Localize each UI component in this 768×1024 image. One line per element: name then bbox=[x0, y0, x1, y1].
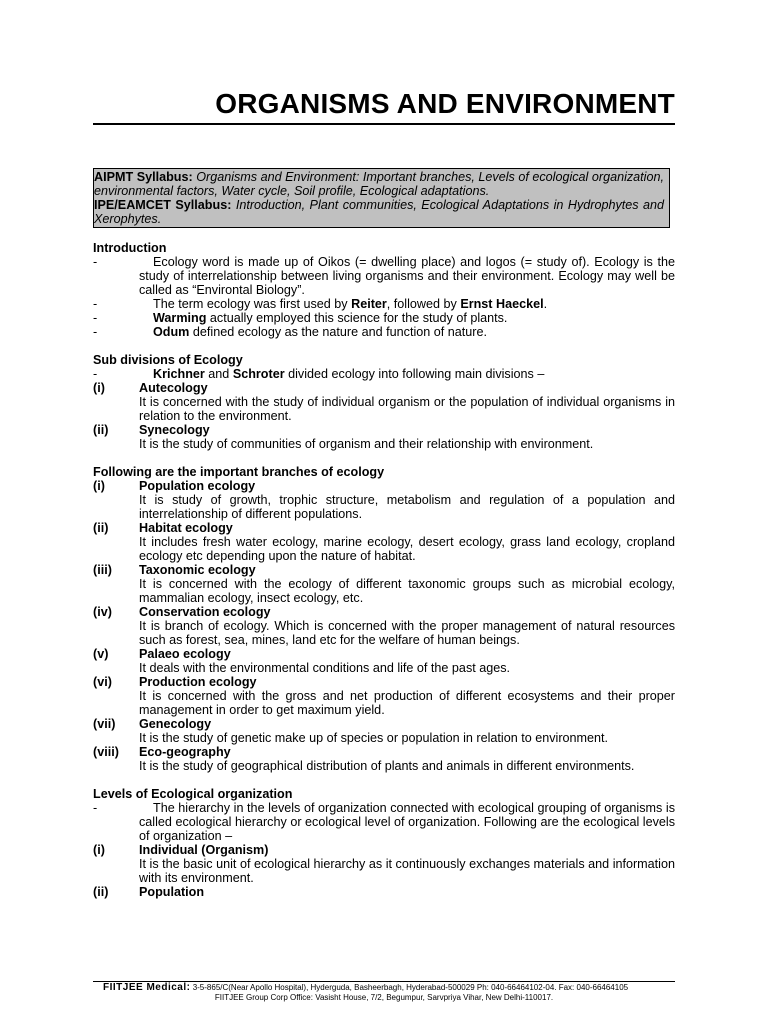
footer-address-line bbox=[93, 982, 675, 993]
aipmt-text: Organisms and Environment: Important branches, Levels of ecological organization, environmental factors, Water cycle, Soil profile, Ecological adaptations. bbox=[94, 170, 664, 198]
item-description: It is concerned with the gross and net production of different ecosystems and their proper management in order to get maximum yield. bbox=[139, 689, 675, 717]
reiter-bold: Reiter bbox=[351, 297, 387, 311]
intro-bullet-2: - The term ecology was first used by Reiter, followed by Ernst Haeckel. bbox=[93, 297, 548, 311]
intro-bullet-2-mid: , followed by bbox=[386, 297, 461, 311]
intro-bullet-3-text: actually employed this science for the study of plants. bbox=[206, 311, 508, 325]
list-item bbox=[93, 381, 675, 395]
item-description: It is study of growth, trophic structure, metabolism and regulation of a population and interrelationship of different populations. bbox=[139, 493, 675, 521]
intro-bullet-2-end: . bbox=[543, 297, 548, 311]
aipmt-syllabus bbox=[94, 170, 664, 198]
item-title: Synecology bbox=[139, 423, 210, 437]
item-title: Production ecology bbox=[139, 675, 257, 689]
levels-bullet-1-text: The hierarchy in the levels of organization connected with ecological grouping of organisms is called ecological hierarchy or ecological level of organization. Following are the ecological levels of organization – bbox=[139, 801, 675, 843]
aipmt-label: AIPMT Syllabus: bbox=[94, 170, 193, 184]
list-item bbox=[93, 605, 675, 619]
intro-bullet-3: - Warming actually employed this science for the study of plants. bbox=[93, 311, 508, 325]
item-description: It is the study of genetic make up of species or population in relation to environment. bbox=[139, 731, 609, 745]
item-description: It is branch of ecology. Which is concerned with the proper management of natural resources such as forest, sea, mines, land etc for the welfare of human beings. bbox=[139, 619, 675, 647]
item-description: It is concerned with the study of individual organism or the population of individual organisms in relation to the environment. bbox=[139, 395, 675, 423]
item-number: (ii) bbox=[93, 521, 109, 535]
branches-heading: Following are the important branches of ecology bbox=[93, 465, 385, 479]
intro-bullet-2-text: The term ecology was first used by bbox=[153, 297, 352, 311]
document-body bbox=[93, 241, 675, 899]
item-title: Individual (Organism) bbox=[139, 843, 269, 857]
item-number: (ii) bbox=[93, 885, 109, 899]
list-item bbox=[93, 563, 675, 577]
page-title: ORGANISMS AND ENVIRONMENT bbox=[215, 88, 675, 119]
intro-bullet-4: - Odum defined ecology as the nature and function of nature. bbox=[93, 325, 487, 339]
ipe-text: Introduction, Plant communities, Ecological Adaptations in Hydrophytes and Xerophytes. bbox=[94, 198, 664, 226]
subdivisions-bullet-mid: and bbox=[204, 367, 233, 381]
page-footer bbox=[93, 981, 675, 1003]
syllabus-box bbox=[93, 168, 670, 228]
item-number: (i) bbox=[93, 479, 105, 493]
item-title: Taxonomic ecology bbox=[139, 563, 256, 577]
levels-heading: Levels of Ecological organization bbox=[93, 787, 293, 801]
intro-bullet-4-text: defined ecology as the nature and function of nature. bbox=[189, 325, 487, 339]
item-title: Habitat ecology bbox=[139, 521, 233, 535]
item-description: It is concerned with the ecology of different taxonomic groups such as microbial ecology, mammalian ecology, insect ecology, etc. bbox=[139, 577, 675, 605]
odum-bold: Odum bbox=[153, 325, 190, 339]
list-item bbox=[93, 647, 675, 661]
item-title: Genecology bbox=[139, 717, 212, 731]
list-item bbox=[93, 423, 675, 437]
item-number: (viii) bbox=[93, 745, 119, 759]
list-item bbox=[93, 675, 675, 689]
schroter-bold: Schroter bbox=[232, 367, 285, 381]
item-title: Population ecology bbox=[139, 479, 256, 493]
item-number: (i) bbox=[93, 843, 105, 857]
item-title: Eco-geography bbox=[139, 745, 231, 759]
ipe-label: IPE/EAMCET Syllabus: bbox=[94, 198, 232, 212]
item-description: It is the study of communities of organism and their relationship with environment. bbox=[139, 437, 594, 451]
subdivisions-bullet-1: - Krichner and Schroter divided ecology into following main divisions – bbox=[93, 367, 545, 381]
footer-address: 3-5-865/C(Near Apollo Hospital), Hyderguda, Basheerbagh, Hyderabad-500029 Ph: 040-66464102-04. Fax: 040-66464105 bbox=[190, 983, 629, 992]
item-number: (iv) bbox=[93, 605, 112, 619]
list-item bbox=[93, 479, 675, 493]
subdivisions-bullet-text: divided ecology into following main divisions – bbox=[284, 367, 545, 381]
list-item bbox=[93, 717, 675, 731]
item-description: It includes fresh water ecology, marine ecology, desert ecology, grass land ecology, cropland ecology etc depending upon the nature of habitat. bbox=[139, 535, 675, 563]
warming-bold: Warming bbox=[153, 311, 207, 325]
item-number: (v) bbox=[93, 647, 109, 661]
item-title: Population bbox=[139, 885, 205, 899]
krichner-bold: Krichner bbox=[153, 367, 205, 381]
introduction-heading: Introduction bbox=[93, 241, 167, 255]
item-description: It is the basic unit of ecological hierarchy as it continuously exchanges materials and information with its environment. bbox=[139, 857, 675, 885]
ipe-syllabus bbox=[94, 198, 664, 226]
title-underline bbox=[93, 123, 675, 125]
item-description: It deals with the environmental conditions and life of the past ages. bbox=[139, 661, 511, 675]
haeckel-bold: Ernst Haeckel bbox=[460, 297, 544, 311]
item-number: (ii) bbox=[93, 423, 109, 437]
item-title: Autecology bbox=[139, 381, 208, 395]
list-item bbox=[93, 521, 675, 535]
list-item bbox=[93, 843, 675, 857]
footer-brand: FIITJEE Medical: bbox=[103, 982, 191, 993]
item-number: (i) bbox=[93, 381, 105, 395]
item-number: (vi) bbox=[93, 675, 112, 689]
subdivisions-heading: Sub divisions of Ecology bbox=[93, 353, 243, 367]
item-number: (vii) bbox=[93, 717, 116, 731]
levels-bullet-1: - The hierarchy in the levels of organization connected with ecological grouping of organisms is called ecological hierarchy or ecological level of organization. Following are the ecological levels of organization – bbox=[93, 801, 675, 843]
footer-corp-office: FIITJEE Group Corp Office: Vasisht House, 7/2, Begumpur, Sarvpriya Vihar, New Delhi-110017. bbox=[214, 993, 554, 1002]
intro-bullet-1: - Ecology word is made up of Oikos (= dwelling place) and logos (= study of). Ecology is the study of interrelationship between living organisms and their environment. Ecology may well be called as “Environtal Biology”. bbox=[93, 255, 675, 297]
list-item bbox=[93, 745, 675, 759]
item-number: (iii) bbox=[93, 563, 112, 577]
list-item bbox=[93, 885, 675, 899]
item-title: Palaeo ecology bbox=[139, 647, 231, 661]
item-description: It is the study of geographical distribution of plants and animals in different environments. bbox=[139, 759, 635, 773]
item-title: Conservation ecology bbox=[139, 605, 271, 619]
intro-bullet-1-text: Ecology word is made up of Oikos (= dwelling place) and logos (= study of). Ecology is the study of interrelationship between living organisms and their environment. Ecology may well be called as “Environtal Biology”. bbox=[139, 255, 675, 297]
